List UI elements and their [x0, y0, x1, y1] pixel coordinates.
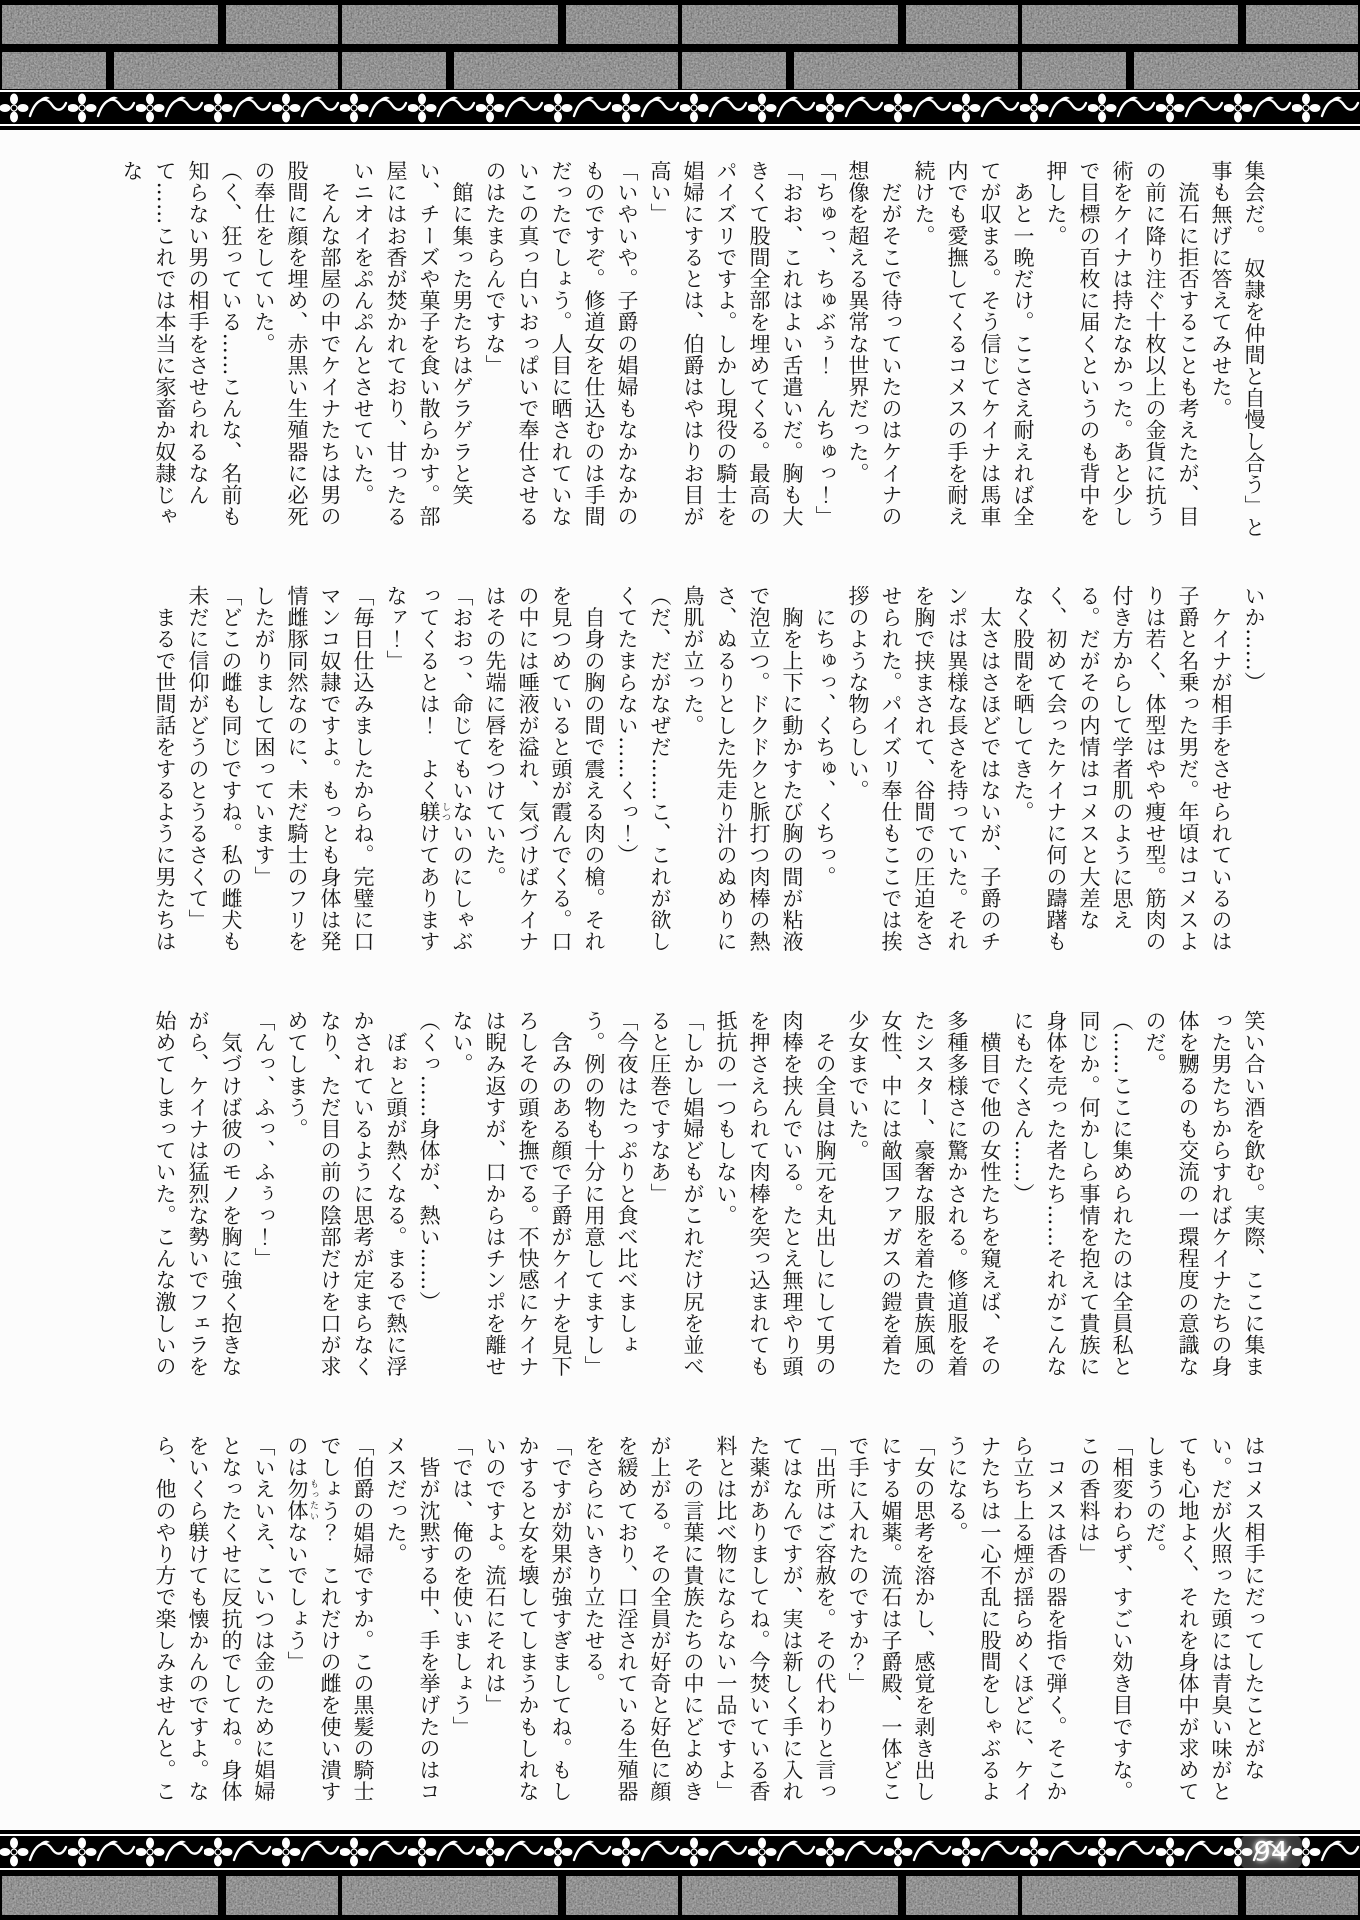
paragraph: コメスは香の器を指で弾く。そこから立ち上る煙が揺らめくほどに、ケイナたちは一心不乱に股間をしゃぶるようになる。	[945, 1435, 1068, 1803]
paragraph: いか……）	[1242, 585, 1266, 693]
paragraph: （だ、だがなぜだ……こ、これが欲しくてたまらない……くっ！）	[615, 585, 672, 953]
page-number: 94	[1240, 1835, 1302, 1870]
paragraph: 「出所はご容赦を。その代わりと言ってはなんですが、実は新しく手に入れた薬がありましてね。今焚いている香料とは比べ物にならない一品ですよ」	[714, 1435, 837, 1803]
paragraph: 「んっ、ふっ、ふぅっ！」	[252, 1010, 276, 1270]
paragraph: にちゅっ、くちゅ、くちっ。	[813, 585, 837, 888]
paragraph: （……ここに集められたのは全員私と同じか。何かしら事情を抱えて貴族に身体を売った者たち……それがこんなにもたくさん……）	[1011, 1010, 1134, 1378]
paragraph: （く、狂っている……こんな、名前も知らない男の相手をさせられるなんて……これでは本当に家畜か奴隷じゃな	[120, 160, 243, 528]
paragraph: 館に集った男たちはゲラゲラと笑い、チーズや菓子を食い散らかす。部屋にはお香が焚かれており、甘ったるいニオイをぷんぷんとさせていた。	[351, 160, 474, 528]
text-band-4	[110, 1435, 1270, 1820]
paragraph: 太さはさほどではないが、子爵のチンポは異様な長さを持っていた。それを胸で挟まされて、谷間での圧迫をさせられた。パイズリ奉仕もここでは挨拶のような物らしい。	[846, 585, 1002, 953]
paragraph: 胸を上下に動かすたび胸の間が粘液で泡立つ。ドクドクと脈打つ肉棒の熱さ、ぬるりとした先走り汁のぬめりに鳥肌が立った。	[681, 585, 804, 953]
text-band-3	[110, 1010, 1270, 1395]
bottom-ornament-wrap	[0, 1833, 1360, 1871]
brick-texture-band	[0, 1871, 1360, 1920]
paragraph: 笑い合い酒を飲む。実際、ここに集まった男たちからすればケイナたちの身体を嬲るのも交流の一環程度の意識なのだ。	[1143, 1010, 1266, 1378]
paragraph: 「女の思考を溶かし、感覚を剥き出しにする媚薬。流石は子爵殿、一体どこで手に入れたのですか？」	[846, 1435, 936, 1803]
decor-top-border	[0, 0, 1360, 130]
paragraph: 流石に拒否することも考えたが、目の前に降り注ぐ十枚以上の金貨に抗う術をケイナは持たなかった。あと少しで目標の百枚に届くというのも背中を押した。	[1044, 160, 1200, 528]
paragraph: ケイナが相手をさせられているのは子爵と名乗った男だ。年頃はコメスよりは若く、体型はやや痩せ型。筋肉の付き方からして学者肌のように思える。だがその内情はコメスと大差なく、初めて会ったケイナに何の躊躇もなく股間を晒してきた。	[1011, 585, 1233, 953]
floral-ornament-band	[0, 89, 1360, 127]
paragraph: ぼぉと頭が熱くなる。まるで熱に浮かされているように思考が定まらなくなり、ただ目の前の陰部だけを口が求めてしまう。	[285, 1010, 408, 1378]
paragraph: 「おおっ、命じてもいないのにしゃぶってくるとは！ よく躾 しつけてありますなァ！」	[384, 585, 474, 953]
paragraph: （くっ……身体が、熱い……）	[417, 1010, 441, 1313]
paragraph: 含みのある顔で子爵がケイナを見下ろしその頭を撫でる。不快感にケイナは睨み返すが、口からはチンポを離せない。	[450, 1010, 573, 1378]
paragraph: 横目で他の女性たちを窺えば、その多種多様さに驚かされる。修道服を着たシスター、豪奢な服を着た貴族風の女性、中には敵国ファガスの鎧を着た少女までいた。	[846, 1010, 1002, 1378]
paragraph: あと一晩だけ。ここさえ耐えれば全てが収まる。そう信じてケイナは馬車内でも愛撫してくるコメスの手を耐え続けた。	[912, 160, 1035, 528]
paragraph: 「伯爵の娼婦ですか。この黒髪の騎士でしょう？ これだけの雌を使い潰すのは勿体 もったいないでしょう」	[285, 1435, 375, 1803]
paragraph: まるで世間話をするように男たちは	[153, 585, 177, 953]
text-band-2	[110, 585, 1270, 970]
brick-texture-band	[0, 0, 1360, 89]
page-text	[110, 160, 1270, 1820]
paragraph: 気づけば彼のモノを胸に強く抱きながら、ケイナは猛烈な勢いでフェラを始めてしまっていた。こんな激しいの	[153, 1010, 243, 1378]
paragraph: 自身の胸の間で震える肉の槍。それを見つめていると頭が霞んでくる。口の中には唾液が溢れ、気づけばケイナはその先端に唇をつけていた。	[483, 585, 606, 953]
floral-ornament-band	[0, 1833, 1360, 1871]
paragraph: 「今夜はたっぷりと食べ比べましょう。例の物も十分に用意してますし」	[582, 1010, 639, 1378]
paragraph: その言葉に貴族たちの中にどよめきが上がる。その全員が好奇と好色に顔を緩めており、口淫されている生殖器をさらにいきり立たせる。	[582, 1435, 705, 1803]
paragraph: その全員は胸元を丸出しにして男の肉棒を挟んでいる。たとえ無理やり頭を押さえられて肉棒を突っ込まれても抵抗の一つもしない。	[714, 1010, 837, 1378]
top-ornament-wrap	[0, 89, 1360, 127]
paragraph: 「どこの雌も同じですね。私の雌犬も未だに信仰がどうのとうるさくて」	[186, 585, 243, 953]
paragraph: 「おお、これはよい舌遣いだ。胸も大きくて股間全部を埋めてくる。最高のパイズリですよ。しかし現役の騎士を娼婦にするとは、伯爵はやはりお目が高い」	[648, 160, 804, 528]
paragraph: 「ですが効果が強すぎましてね。もしかすると女を壊してしまうかもしれないのですよ。流石にそれは」	[483, 1435, 573, 1803]
paragraph: 「いやいや。子爵の娼婦もなかなかのものですぞ。修道女を仕込むのは手間だったでしょう。人目に晒されていないこの真っ白いおっぱいで奉仕させるのはたまらんですな」	[483, 160, 639, 528]
paragraph: 「では、俺のを使いましょう」	[450, 1435, 474, 1738]
paragraph: 「いえいえ、こいつは金のために娼婦となったくせに反抗的でしてね。身体をいくら躾けても懐かんのですよ。なら、他のやり方で楽しみませんと。こ	[153, 1435, 276, 1803]
paragraph: 「毎日仕込みましたからね。完璧に口マンコ奴隷ですよ。もっとも身体は発情雌豚同然なのに、未だ騎士のフリをしたがりまして困っています」	[252, 585, 375, 953]
paragraph: そんな部屋の中でケイナたちは男の股間に顔を埋め、赤黒い生殖器に必死の奉仕をしていた。	[252, 160, 342, 528]
top-rule	[0, 127, 1360, 130]
paragraph: 「しかし娼婦どもがこれだけ尻を並べると圧巻ですなあ」	[648, 1010, 705, 1378]
paragraph: はコメス相手にだってしたことがない。だが火照った頭には青臭い味がとても心地よく、それを身体中が求めてしまうのだ。	[1143, 1435, 1266, 1803]
paragraph: だがそこで待っていたのはケイナの想像を超える異常な世界だった。	[846, 160, 903, 528]
paragraph: 皆が沈黙する中、手を挙げたのはコメスだった。	[384, 1435, 441, 1803]
paragraph: 「ちゅっ、ちゅぶぅ！ んちゅっ！」	[813, 160, 837, 528]
decor-bottom-border	[0, 1830, 1360, 1920]
paragraph: 集会だ。 奴隷を仲間と自慢し合う」と事も無げに答えてみせた。	[1209, 160, 1266, 539]
text-band-1	[110, 160, 1270, 545]
paragraph: 「相変わらず、すごい効き目ですな。この香料は」	[1077, 1435, 1134, 1803]
